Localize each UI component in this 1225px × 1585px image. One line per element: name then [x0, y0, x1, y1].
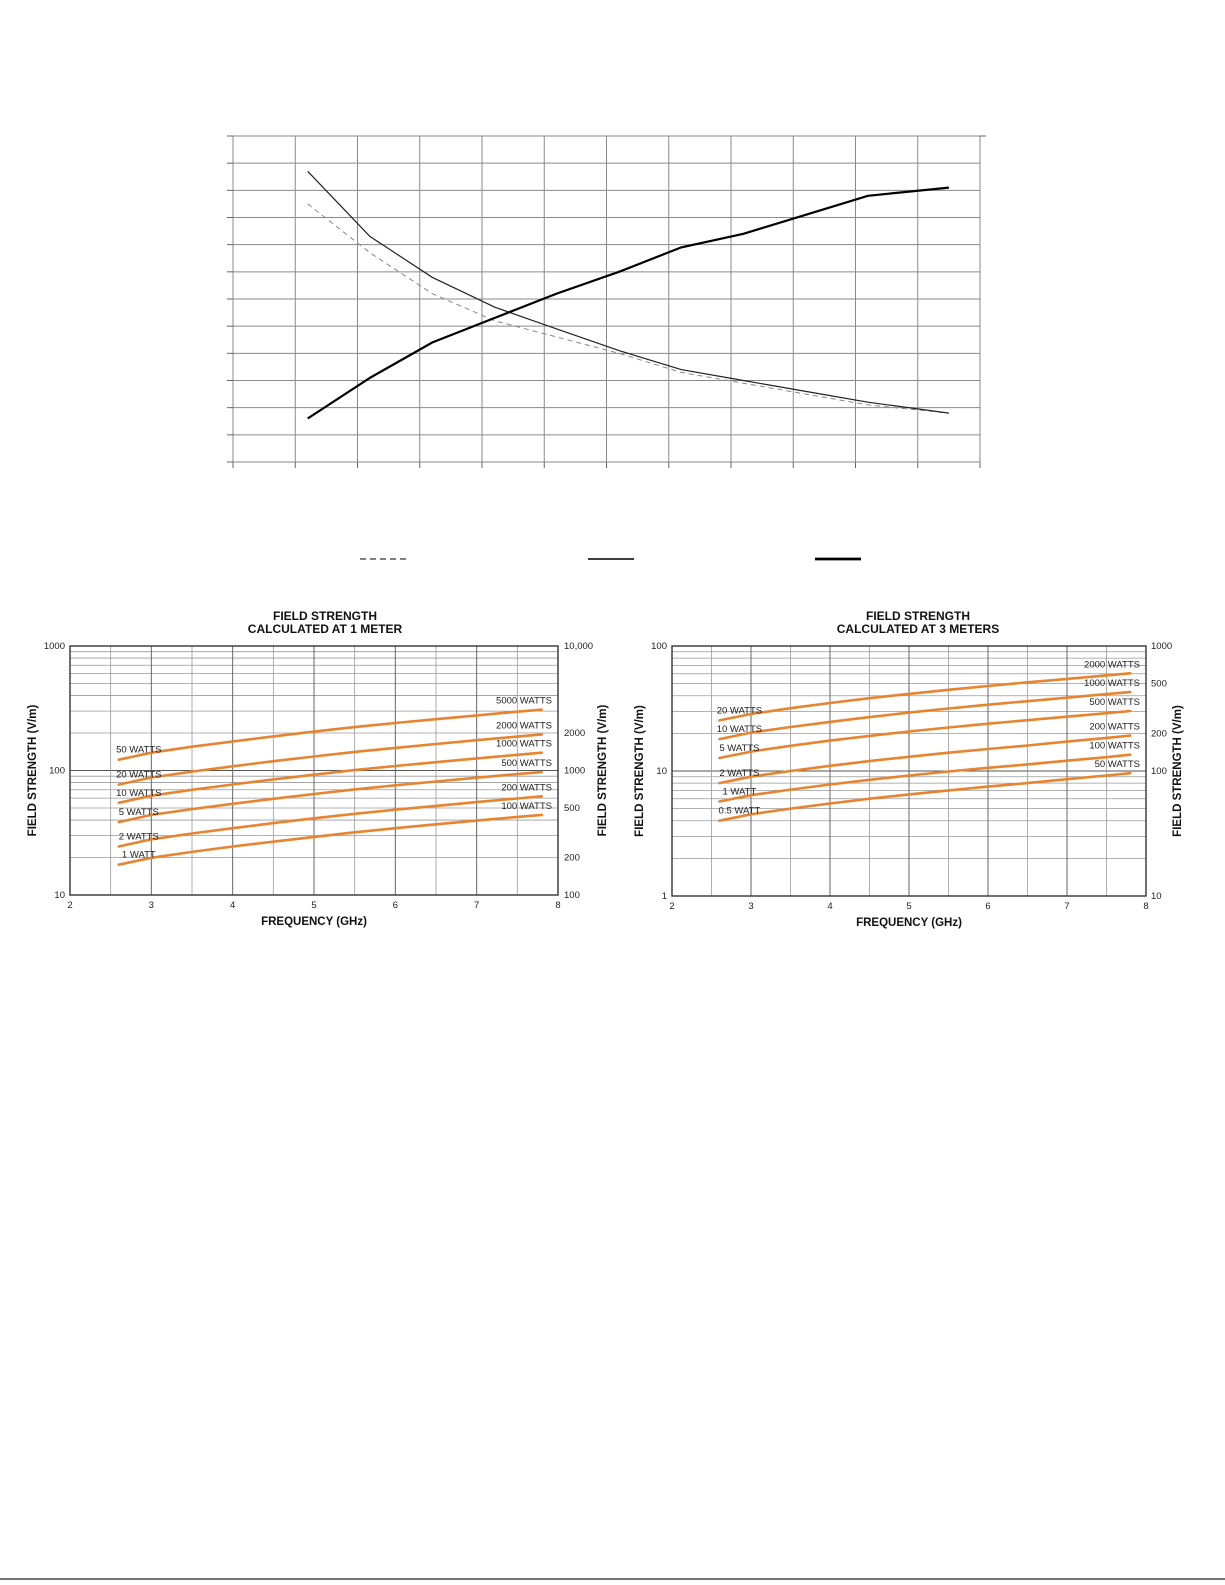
x-axis-title: FREQUENCY (GHz)	[856, 917, 962, 929]
y-right-tick-label: 1000	[564, 765, 586, 777]
y-axis-title-right: FIELD STRENGTH (V/m)	[597, 704, 609, 837]
x-tick-label: 4	[827, 901, 833, 912]
curve-label-left: 2 WATTS	[719, 768, 760, 780]
field-strength-3m-chart	[634, 609, 1184, 929]
curve-label-right: 1000 WATTS	[1084, 678, 1140, 690]
y-right-tick-label: 10,000	[564, 641, 594, 652]
x-axis-title: FREQUENCY (GHz)	[261, 916, 367, 928]
y-tick-label: 10	[656, 766, 667, 777]
x-tick-label: 5	[311, 900, 317, 911]
x-tick-label: 2	[67, 900, 73, 911]
curve-label-right: 50 WATTS	[1094, 759, 1140, 771]
curve-label-right: 1000 WATTS	[496, 738, 552, 750]
y-tick-label: 100	[49, 765, 65, 777]
chart-title-line-1: FIELD STRENGTH	[273, 609, 377, 623]
curve-label-left: 20 WATTS	[716, 705, 763, 717]
curve-label-right: 200 WATTS	[1089, 721, 1140, 733]
curve-label-left: 5 WATTS	[118, 807, 159, 819]
curve-label-left: 2 WATTS	[118, 831, 159, 843]
curve-label-left: 50 WATTS	[116, 744, 162, 756]
curve-label-left: 10 WATTS	[116, 787, 162, 799]
y-axis-title: FIELD STRENGTH (V/m)	[634, 705, 646, 837]
x-tick-label: 8	[1143, 901, 1149, 912]
y-right-tick-label: 100	[1151, 766, 1167, 777]
curve-label-right: 500 WATTS	[1089, 696, 1140, 708]
curve-label-left: 5 WATTS	[719, 743, 760, 755]
x-tick-label: 3	[148, 900, 154, 911]
y-right-tick-label: 500	[564, 802, 580, 814]
y-axis-title: FIELD STRENGTH (V/m)	[27, 704, 39, 837]
y-right-tick-label: 10	[1151, 891, 1162, 902]
y-right-tick-label: 200	[1151, 728, 1167, 740]
x-tick-label: 7	[474, 900, 480, 911]
curve-label-right: 5000 WATTS	[496, 695, 552, 707]
x-tick-label: 7	[1064, 901, 1070, 912]
chart-title-line-1: FIELD STRENGTH	[866, 609, 970, 623]
field-strength-1m-chart	[27, 609, 609, 928]
top-chart	[227, 136, 986, 468]
chart-title-line-2: CALCULATED AT 3 METERS	[836, 622, 1000, 636]
curve-label-left: 0.5 WATT	[718, 805, 761, 817]
chart-title-line-2: CALCULATED AT 1 METER	[247, 622, 403, 636]
x-tick-label: 6	[985, 901, 991, 912]
curve-label-right: 2000 WATTS	[1084, 659, 1140, 671]
y-tick-label: 1000	[43, 641, 65, 652]
y-right-tick-label: 2000	[564, 728, 586, 740]
curve-label-right: 2000 WATTS	[496, 720, 552, 732]
y-tick-label: 100	[651, 641, 667, 652]
curve-label-right: 100 WATTS	[1089, 740, 1140, 752]
curve-label-right: 500 WATTS	[501, 758, 552, 770]
curve-label-left: 20 WATTS	[116, 769, 162, 781]
x-tick-label: 6	[392, 900, 398, 911]
y-right-tick-label: 500	[1151, 678, 1167, 690]
y-tick-label: 10	[54, 890, 65, 901]
y-tick-label: 1	[661, 891, 667, 902]
x-tick-label: 3	[748, 901, 754, 912]
x-tick-label: 8	[555, 900, 561, 911]
x-tick-label: 4	[230, 900, 236, 911]
curve-label-right: 200 WATTS	[501, 782, 552, 794]
curve-label-left: 10 WATTS	[716, 724, 763, 736]
x-tick-label: 5	[906, 901, 912, 912]
x-tick-label: 2	[669, 901, 675, 912]
y-right-tick-label: 1000	[1151, 641, 1173, 652]
y-axis-title-right: FIELD STRENGTH (V/m)	[1172, 705, 1184, 837]
curve-label-left: 1 WATT	[722, 786, 757, 798]
curve-label-left: 1 WATT	[121, 849, 156, 861]
curve-label-right: 100 WATTS	[501, 800, 552, 812]
y-right-tick-label: 200	[564, 852, 580, 864]
y-right-tick-label: 100	[564, 890, 580, 901]
